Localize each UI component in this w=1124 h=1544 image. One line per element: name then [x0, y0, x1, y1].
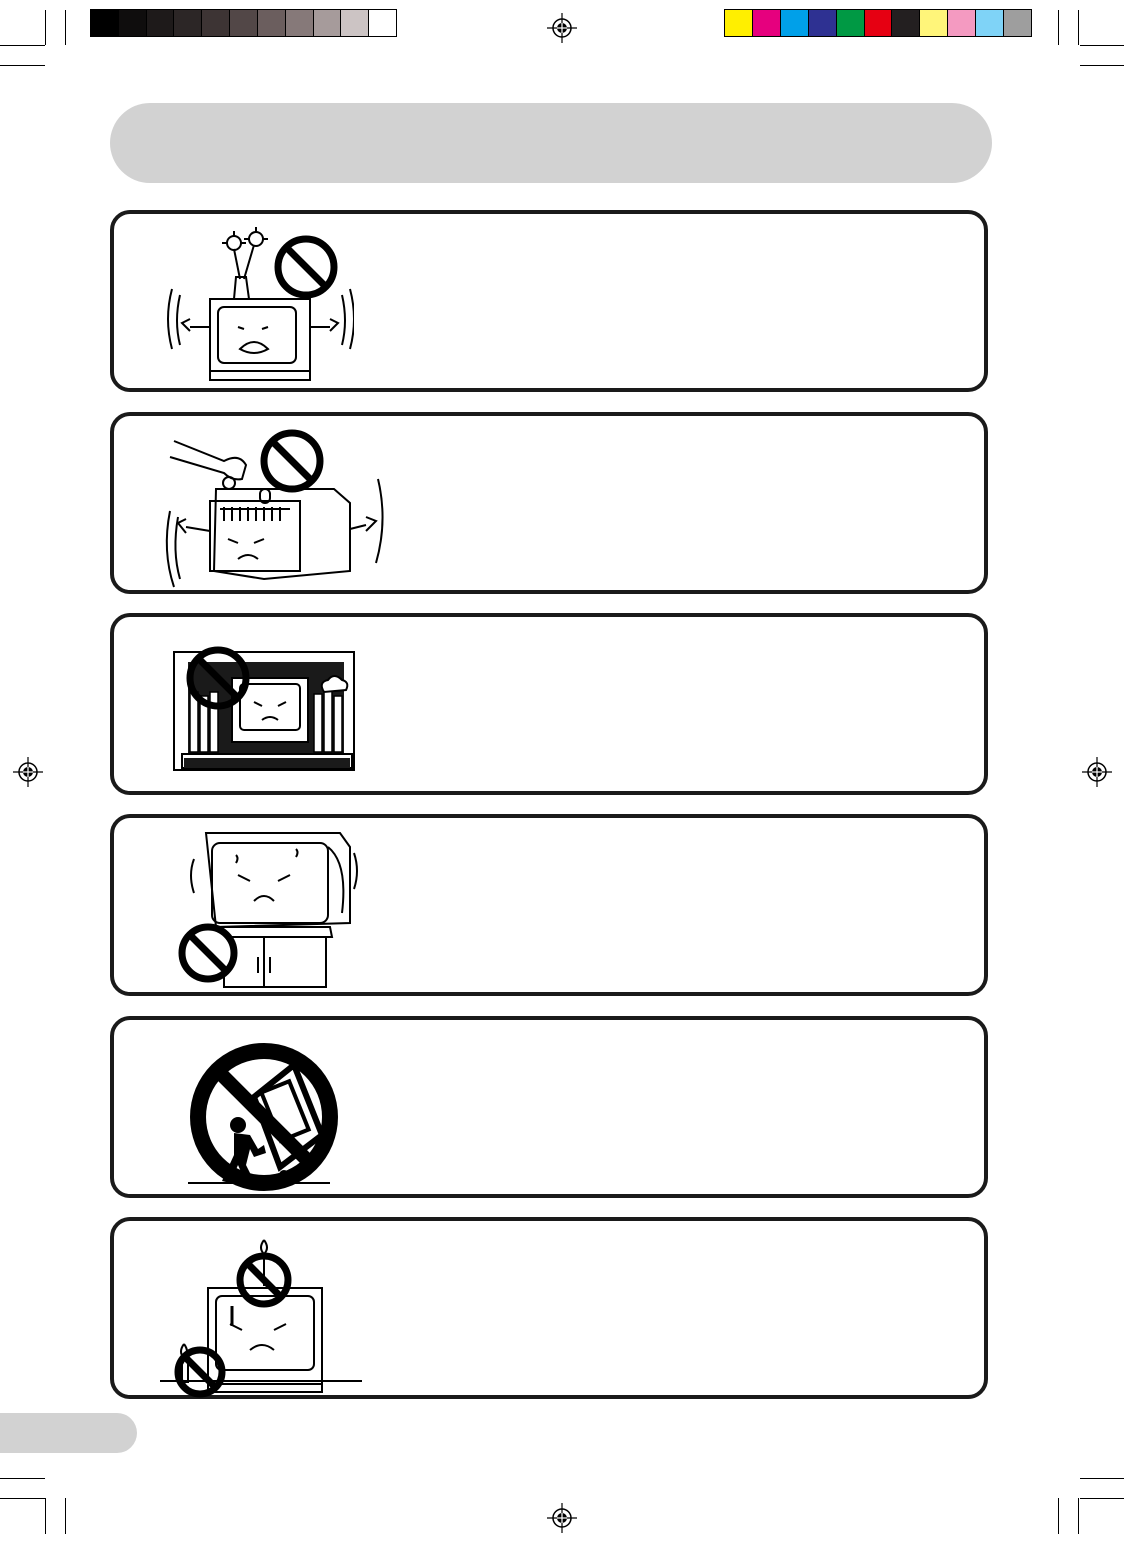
gray-step-swatch: [119, 10, 147, 36]
color-bar-swatch: [837, 10, 865, 36]
page-number-tab: [0, 1413, 137, 1453]
registration-mark-top: [547, 13, 577, 43]
gray-step-bar: [90, 9, 397, 37]
no-inserting-objects-icon: [154, 421, 394, 593]
warning-panel-enclosed-space: [110, 613, 988, 795]
gray-step-swatch: [258, 10, 286, 36]
color-bar-swatch: [976, 10, 1004, 36]
color-calibration-bar: [724, 9, 1032, 37]
registration-mark-left: [13, 757, 43, 787]
section-header-bar: [110, 103, 992, 183]
color-bar-swatch: [725, 10, 753, 36]
no-candle-near-tv-icon: [154, 1226, 374, 1398]
no-vase-on-tv-icon: [154, 219, 354, 391]
color-bar-swatch: [920, 10, 948, 36]
gray-step-swatch: [91, 10, 119, 36]
registration-mark-bottom: [547, 1503, 577, 1533]
warning-panel-insert-objects: [110, 412, 988, 594]
warning-panel-vase: [110, 210, 988, 392]
color-bar-swatch: [892, 10, 920, 36]
color-bar-swatch: [865, 10, 893, 36]
color-bar-swatch: [948, 10, 976, 36]
no-enclosed-cabinet-icon: [154, 622, 374, 794]
registration-mark-right: [1082, 757, 1112, 787]
gray-step-swatch: [147, 10, 175, 36]
gray-step-swatch: [286, 10, 314, 36]
gray-step-swatch: [230, 10, 258, 36]
no-unstable-stand-icon: [154, 823, 374, 995]
gray-step-swatch: [174, 10, 202, 36]
warning-panel-open-flame: [110, 1217, 988, 1399]
gray-step-swatch: [314, 10, 342, 36]
color-bar-swatch: [753, 10, 781, 36]
color-bar-swatch: [781, 10, 809, 36]
color-bar-swatch: [1004, 10, 1031, 36]
warning-panel-cart-tip: [110, 1016, 988, 1198]
gray-step-swatch: [341, 10, 369, 36]
gray-step-swatch: [202, 10, 230, 36]
cart-tip-over-warning-icon: [154, 1025, 374, 1197]
color-bar-swatch: [809, 10, 837, 36]
gray-step-swatch: [369, 10, 396, 36]
warning-panel-unstable-stand: [110, 814, 988, 996]
